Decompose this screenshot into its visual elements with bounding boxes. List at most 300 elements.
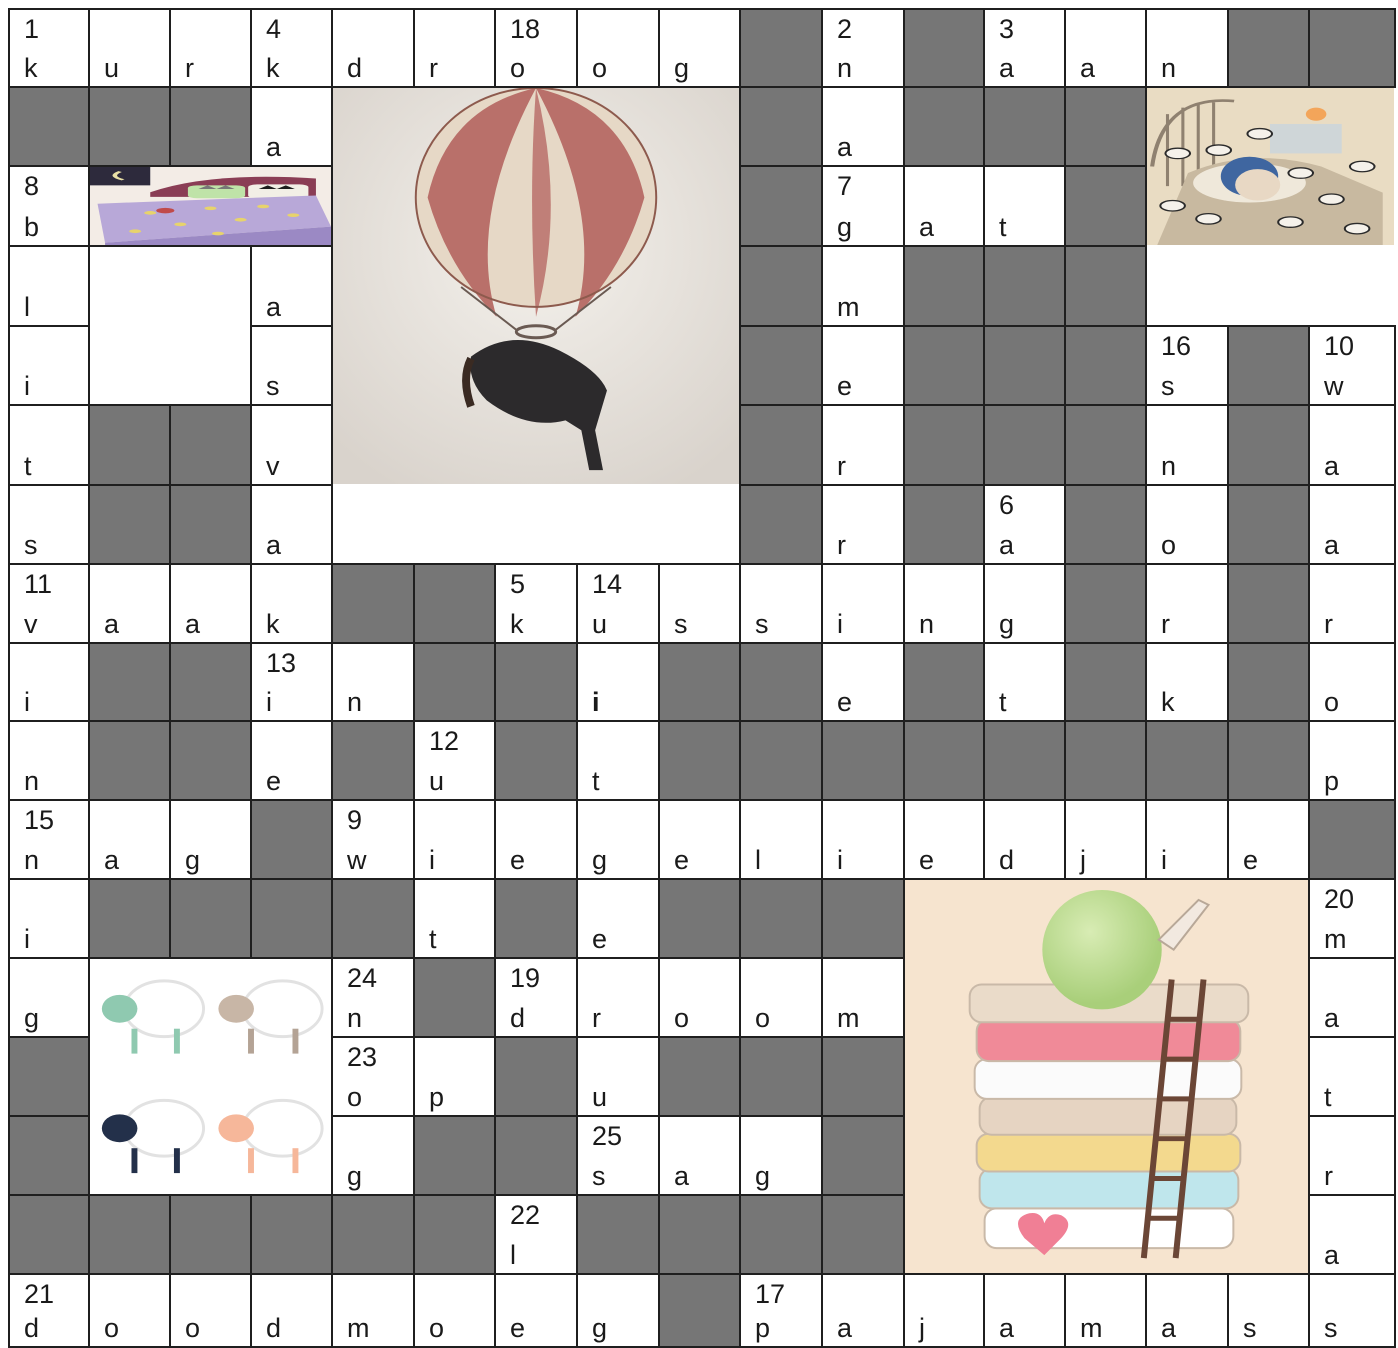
black-square	[658, 1194, 741, 1275]
crossword-cell[interactable]	[1145, 799, 1229, 880]
cell-letter: o	[510, 53, 526, 83]
cell-letter: i	[24, 687, 30, 717]
black-square	[331, 878, 415, 959]
black-square	[658, 720, 741, 801]
crossword-cell[interactable]	[903, 1273, 985, 1348]
cell-letter: g	[999, 609, 1015, 639]
crossword-cell[interactable]	[8, 165, 90, 247]
crossword-cell[interactable]	[1308, 325, 1396, 406]
cell-letter: a	[266, 530, 282, 560]
cell-letter: e	[510, 1313, 526, 1343]
crossword-cell[interactable]	[8, 878, 90, 959]
black-square	[1308, 799, 1396, 880]
crossword-cell[interactable]	[169, 1273, 252, 1348]
black-square	[821, 878, 905, 959]
crossword-cell[interactable]	[88, 799, 171, 880]
cell-letter: d	[24, 1313, 40, 1343]
crossword-cell[interactable]	[88, 8, 171, 88]
cell-letter: a	[1324, 1240, 1340, 1270]
crossword-cell[interactable]	[494, 1273, 578, 1348]
black-square	[1064, 245, 1147, 327]
clue-number: 21	[24, 1279, 55, 1309]
cell-letter: n	[24, 845, 40, 875]
crossword-cell[interactable]	[1308, 1194, 1396, 1275]
black-square	[169, 86, 252, 167]
clue-number: 13	[266, 648, 297, 678]
black-square	[903, 720, 985, 801]
crossword-cell[interactable]	[88, 563, 171, 644]
crossword-cell[interactable]	[821, 404, 905, 486]
black-square	[88, 642, 171, 722]
crossword-cell[interactable]	[1308, 484, 1396, 565]
cell-letter: a	[837, 132, 853, 162]
crossword-cell[interactable]	[821, 799, 905, 880]
black-square	[1064, 404, 1147, 486]
crossword-cell[interactable]	[1308, 642, 1396, 722]
cell-letter: d	[347, 53, 363, 83]
crossword-cell[interactable]	[576, 1036, 660, 1117]
cell-letter: t	[24, 451, 32, 481]
black-square	[169, 720, 252, 801]
cell-letter: k	[266, 609, 280, 639]
crossword-cell[interactable]	[8, 8, 90, 88]
cell-letter: a	[1324, 451, 1340, 481]
black-square	[739, 1036, 823, 1117]
crossword-cell[interactable]	[821, 563, 905, 644]
black-square	[8, 1194, 90, 1275]
crossword-cell[interactable]	[821, 325, 905, 406]
crossword-cell[interactable]	[8, 799, 90, 880]
black-square	[8, 86, 90, 167]
black-square	[1145, 720, 1229, 801]
black-square	[739, 325, 823, 406]
cell-letter: n	[347, 1003, 363, 1033]
black-square	[903, 8, 985, 88]
black-square	[1308, 8, 1396, 88]
cell-letter: g	[755, 1161, 771, 1191]
crossword-cell[interactable]	[658, 8, 741, 88]
sleepless-man-counting-sheep-icon	[1147, 88, 1394, 245]
black-square	[169, 484, 252, 565]
crossword-cell[interactable]	[1308, 563, 1396, 644]
black-square	[739, 8, 823, 88]
cell-letter: a	[674, 1161, 690, 1191]
crossword-cell[interactable]	[1145, 8, 1229, 88]
cell-letter: a	[837, 1313, 853, 1343]
crossword-cell[interactable]	[576, 878, 660, 959]
crossword-cell[interactable]	[494, 8, 578, 88]
cell-letter: d	[510, 1003, 526, 1033]
cell-letter: e	[510, 845, 526, 875]
black-square	[903, 325, 985, 406]
cell-letter: i	[266, 687, 272, 717]
crossword-cell[interactable]	[739, 1115, 823, 1196]
crossword-cell[interactable]	[8, 563, 90, 644]
cell-letter: i	[24, 371, 30, 401]
crossword-cell[interactable]	[1308, 1036, 1396, 1117]
black-square	[331, 720, 415, 801]
black-square	[983, 720, 1066, 801]
cell-letter: w	[1324, 371, 1344, 401]
crossword-cell[interactable]	[1145, 642, 1229, 722]
crossword-cell[interactable]	[1145, 484, 1229, 565]
cell-letter: m	[1324, 924, 1347, 954]
crossword-cell[interactable]	[821, 957, 905, 1038]
crossword-cell[interactable]	[250, 484, 333, 565]
crossword-cell[interactable]	[576, 1115, 660, 1196]
cell-letter: s	[1243, 1313, 1257, 1343]
crossword-cell[interactable]	[576, 8, 660, 88]
clue-number: 5	[510, 569, 526, 599]
clue-number: 24	[347, 963, 378, 993]
black-square	[88, 86, 171, 167]
crossword-cell[interactable]	[250, 325, 333, 406]
crossword-cell[interactable]	[821, 86, 905, 167]
crossword-cell[interactable]	[250, 642, 333, 722]
crossword-cell[interactable]	[8, 1273, 90, 1348]
cell-letter: w	[347, 845, 367, 875]
cell-letter: a	[999, 530, 1015, 560]
crossword-cell[interactable]	[903, 799, 985, 880]
clue-number: 10	[1324, 331, 1355, 361]
clue-number: 7	[837, 171, 853, 201]
cell-letter: s	[24, 530, 38, 560]
crossword-cell[interactable]	[983, 563, 1066, 644]
cell-letter: t	[429, 924, 437, 954]
cell-letter: b	[24, 212, 40, 242]
clue-number: 17	[755, 1279, 786, 1309]
crossword-cell[interactable]	[658, 957, 741, 1038]
clue-number: 6	[999, 490, 1015, 520]
cell-letter: r	[185, 53, 194, 83]
clue-number: 9	[347, 805, 363, 835]
cell-letter: t	[999, 687, 1007, 717]
black-square	[1064, 86, 1147, 167]
cell-letter: m	[837, 292, 860, 322]
cell-letter: u	[104, 53, 120, 83]
cell-letter: u	[592, 1082, 608, 1112]
crossword-cell[interactable]	[494, 1194, 578, 1275]
hot-air-balloon-floating-woman-icon	[333, 88, 739, 484]
crossword-cell[interactable]	[983, 642, 1066, 722]
crossword-cell[interactable]	[1227, 1273, 1310, 1348]
crossword-cell[interactable]	[169, 563, 252, 644]
crossword-cell[interactable]	[658, 1115, 741, 1196]
cell-letter: r	[837, 451, 846, 481]
cell-letter: e	[674, 845, 690, 875]
black-square	[331, 563, 415, 644]
crossword-cell[interactable]	[1064, 8, 1147, 88]
cell-letter: s	[755, 609, 769, 639]
crossword-cell[interactable]	[739, 563, 823, 644]
clue-number: 4	[266, 14, 282, 44]
crossword-cell[interactable]	[413, 878, 496, 959]
crossword-cell[interactable]	[8, 957, 90, 1038]
cell-letter: g	[185, 845, 201, 875]
crossword-cell[interactable]	[413, 1273, 496, 1348]
crossword-cell[interactable]	[1308, 957, 1396, 1038]
cell-letter: k	[24, 53, 38, 83]
crossword-cell[interactable]	[576, 957, 660, 1038]
cell-letter: s	[674, 609, 688, 639]
clue-number: 8	[24, 171, 40, 201]
cell-letter: j	[1080, 845, 1086, 875]
crossword-cell[interactable]	[8, 642, 90, 722]
crossword-cell[interactable]	[494, 799, 578, 880]
crossword-cell[interactable]	[821, 642, 905, 722]
crossword-cell[interactable]	[331, 1273, 415, 1348]
crossword-cell[interactable]	[250, 563, 333, 644]
crossword-cell[interactable]	[1308, 1115, 1396, 1196]
black-square	[739, 86, 823, 167]
cell-letter: m	[837, 1003, 860, 1033]
cell-letter: e	[266, 766, 282, 796]
black-square	[739, 484, 823, 565]
crossword-cell[interactable]	[1308, 720, 1396, 801]
cell-letter: n	[24, 766, 40, 796]
crossword-cell[interactable]	[413, 799, 496, 880]
black-square	[169, 1194, 252, 1275]
cell-letter: o	[674, 1003, 690, 1033]
black-square	[903, 245, 985, 327]
crossword-cell[interactable]	[903, 563, 985, 644]
cell-letter: g	[837, 212, 853, 242]
black-square	[1227, 8, 1310, 88]
crossword-cell[interactable]	[331, 642, 415, 722]
crossword-cell[interactable]	[494, 563, 578, 644]
cell-letter: n	[919, 609, 935, 639]
cell-letter: g	[24, 1003, 40, 1033]
crossword-cell[interactable]	[88, 1273, 171, 1348]
black-square	[1064, 484, 1147, 565]
cell-letter: o	[347, 1082, 363, 1112]
crossword-cell[interactable]	[331, 8, 415, 88]
crossword-cell[interactable]	[1145, 325, 1229, 406]
crossword-cell[interactable]	[1308, 878, 1396, 959]
black-square	[821, 1036, 905, 1117]
cell-letter: a	[266, 132, 282, 162]
crossword-cell[interactable]	[8, 325, 90, 406]
black-square	[739, 1194, 823, 1275]
black-square	[88, 878, 171, 959]
cell-letter: g	[592, 1313, 608, 1343]
cell-letter: i	[837, 609, 843, 639]
crossword-cell[interactable]	[1064, 799, 1147, 880]
crossword-cell[interactable]	[821, 8, 905, 88]
cell-letter: a	[919, 212, 935, 242]
crossword-cell[interactable]	[331, 799, 415, 880]
black-square	[658, 878, 741, 959]
crossword-cell[interactable]	[821, 1273, 905, 1348]
crossword-cell[interactable]	[658, 799, 741, 880]
cell-letter: i	[592, 687, 600, 717]
crossword-cell[interactable]	[983, 165, 1066, 247]
cell-letter: g	[347, 1161, 363, 1191]
crossword-cell[interactable]	[1227, 799, 1310, 880]
cell-letter: a	[185, 609, 201, 639]
crossword-cell[interactable]	[331, 1115, 415, 1196]
clue-number: 15	[24, 805, 55, 835]
crossword-cell[interactable]	[8, 245, 90, 327]
black-square	[413, 957, 496, 1038]
cell-letter: a	[1324, 1003, 1340, 1033]
cell-letter: n	[837, 53, 853, 83]
cell-letter: p	[429, 1082, 445, 1112]
clue-number: 16	[1161, 331, 1192, 361]
crossword-cell[interactable]	[576, 642, 660, 722]
crossword-cell[interactable]	[821, 165, 905, 247]
crossword-cell[interactable]	[250, 86, 333, 167]
black-square	[413, 1194, 496, 1275]
black-square	[1064, 165, 1147, 247]
crossword-cell[interactable]	[1145, 563, 1229, 644]
black-square	[88, 404, 171, 486]
crossword-cell[interactable]	[1308, 1273, 1396, 1348]
black-square	[1227, 404, 1310, 486]
crossword-cell[interactable]	[576, 1273, 660, 1348]
cell-letter: e	[592, 924, 608, 954]
cell-letter: r	[429, 53, 438, 83]
crossword-cell[interactable]	[983, 1273, 1066, 1348]
black-square	[739, 165, 823, 247]
cell-letter: a	[104, 845, 120, 875]
cell-letter: s	[592, 1161, 606, 1191]
cell-letter: l	[510, 1240, 516, 1270]
clue-number: 1	[24, 14, 40, 44]
black-square	[1064, 563, 1147, 644]
crossword-cell[interactable]	[169, 799, 252, 880]
cell-letter: e	[919, 845, 935, 875]
cell-letter: t	[999, 212, 1007, 242]
crossword-cell[interactable]	[1145, 1273, 1229, 1348]
cell-letter: k	[510, 609, 524, 639]
black-square	[1227, 642, 1310, 722]
crossword-cell[interactable]	[8, 720, 90, 801]
crossword-cell[interactable]	[1308, 404, 1396, 486]
crossword-cell[interactable]	[169, 8, 252, 88]
black-square	[494, 1115, 578, 1196]
cell-letter: k	[1161, 687, 1175, 717]
black-square	[1227, 563, 1310, 644]
black-square	[250, 878, 333, 959]
black-square	[903, 404, 985, 486]
cell-letter: o	[104, 1313, 120, 1343]
black-square	[8, 1115, 90, 1196]
black-square	[1064, 720, 1147, 801]
black-square	[413, 563, 496, 644]
cell-letter: r	[1161, 609, 1170, 639]
crossword-cell[interactable]	[250, 245, 333, 327]
cell-letter: k	[266, 53, 280, 83]
crossword-cell[interactable]	[821, 245, 905, 327]
cell-letter: a	[104, 609, 120, 639]
black-square	[658, 1273, 741, 1348]
black-square	[250, 799, 333, 880]
crossword-cell[interactable]	[1064, 1273, 1147, 1348]
crossword-cell[interactable]	[331, 1036, 415, 1117]
cell-letter: s	[1324, 1313, 1338, 1343]
cell-letter: n	[1161, 53, 1177, 83]
black-square	[169, 878, 252, 959]
cell-letter: a	[266, 292, 282, 322]
black-square	[1064, 325, 1147, 406]
clue-number: 11	[24, 569, 53, 599]
black-square	[1227, 484, 1310, 565]
black-square	[1227, 325, 1310, 406]
crossword-cell[interactable]	[903, 165, 985, 247]
black-square	[88, 1194, 171, 1275]
crossword-cell[interactable]	[983, 799, 1066, 880]
cell-letter: g	[674, 53, 690, 83]
clue-number: 18	[510, 14, 541, 44]
cell-letter: o	[429, 1313, 445, 1343]
cell-letter: p	[1324, 766, 1340, 796]
crossword-cell[interactable]	[331, 957, 415, 1038]
cell-letter: i	[1161, 845, 1167, 875]
crossword-cell[interactable]	[1145, 404, 1229, 486]
clue-number: 22	[510, 1200, 541, 1230]
crossword-cell[interactable]	[576, 563, 660, 644]
black-square	[658, 1036, 741, 1117]
black-square	[821, 1194, 905, 1275]
crossword-cell[interactable]	[821, 484, 905, 565]
cell-letter: o	[1161, 530, 1177, 560]
crossword-cell[interactable]	[739, 1273, 823, 1348]
black-square	[739, 404, 823, 486]
cell-letter: p	[755, 1313, 771, 1343]
crossword-cell[interactable]	[8, 404, 90, 486]
cell-letter: o	[1324, 687, 1340, 717]
crossword-cell[interactable]	[413, 1036, 496, 1117]
cell-letter: s	[1161, 371, 1175, 401]
cell-letter: a	[1161, 1313, 1177, 1343]
princess-and-the-pea-mattress-stack-icon	[905, 880, 1308, 1273]
cell-letter: v	[24, 609, 38, 639]
crossword-cell[interactable]	[576, 799, 660, 880]
clue-number: 20	[1324, 884, 1355, 914]
crossword-cell[interactable]	[739, 799, 823, 880]
crossword-cell[interactable]	[494, 957, 578, 1038]
black-square	[983, 86, 1066, 167]
clue-number: 25	[592, 1121, 623, 1151]
cell-letter: g	[592, 845, 608, 875]
crossword-cell[interactable]	[983, 484, 1066, 565]
cell-letter: n	[347, 687, 363, 717]
cell-letter: l	[24, 292, 30, 322]
crossword-cell[interactable]	[983, 8, 1066, 88]
cell-letter: o	[592, 53, 608, 83]
clue-number: 12	[429, 726, 460, 756]
crossword-cell[interactable]	[8, 484, 90, 565]
cell-letter: a	[999, 1313, 1015, 1343]
cell-letter: d	[266, 1313, 282, 1343]
black-square	[903, 642, 985, 722]
crossword-cell[interactable]	[576, 720, 660, 801]
crossword-cell[interactable]	[250, 1273, 333, 1348]
crossword-cell[interactable]	[250, 720, 333, 801]
crossword-cell[interactable]	[739, 957, 823, 1038]
black-square	[413, 1115, 496, 1196]
clue-number: 23	[347, 1042, 378, 1072]
crossword-cell[interactable]	[413, 720, 496, 801]
crossword-cell[interactable]	[250, 8, 333, 88]
crossword-cell[interactable]	[413, 8, 496, 88]
crossword-cell[interactable]	[658, 563, 741, 644]
black-square	[739, 245, 823, 327]
black-square	[494, 642, 578, 722]
black-square	[739, 642, 823, 722]
crossword-cell[interactable]	[250, 404, 333, 486]
